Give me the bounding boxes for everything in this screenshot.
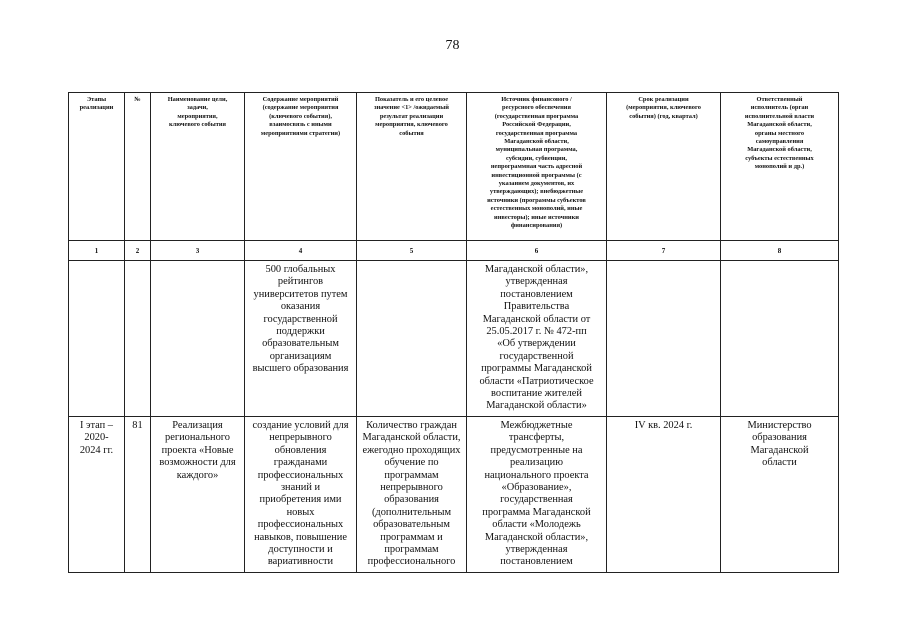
- header-goal-name: Наименование цели, задачи, мероприятия, ключевого события: [151, 93, 245, 241]
- header-deadline: Срок реализации (мероприятия, ключевого события) (год, квартал): [607, 93, 721, 241]
- cell-responsible: [721, 261, 839, 417]
- column-number: 1: [69, 241, 125, 261]
- header-indicator: Показатель и его целевое значение <1> /ожидаемый результат реализации мероприятия, ключевого события: [357, 93, 467, 241]
- column-number: 2: [125, 241, 151, 261]
- cell-number: 81: [125, 416, 151, 572]
- header-row: [69, 93, 839, 241]
- strategy-table: [68, 92, 839, 573]
- cell-responsible: Министерство образования Магаданской области: [721, 416, 839, 572]
- cell-stage: I этап – 2020- 2024 гг.: [69, 416, 125, 572]
- cell-goal-name: [151, 261, 245, 417]
- column-number: 6: [467, 241, 607, 261]
- cell-indicator: Количество граждан Магаданской области, ежегодно проходящих обучение по программам непрерывного образования (дополнительным образовательным программам и программам профессионального: [357, 416, 467, 572]
- cell-indicator: [357, 261, 467, 417]
- column-number: 3: [151, 241, 245, 261]
- cell-stage: [69, 261, 125, 417]
- cell-content: создание условий для непрерывного обновления гражданами профессиональных знаний и приобретения ими новых профессиональных навыков, повышение доступности и вариативности: [245, 416, 357, 572]
- cell-deadline: [607, 261, 721, 417]
- cell-number: [125, 261, 151, 417]
- header-stages: Этапы реализации: [69, 93, 125, 241]
- header-content: Содержание мероприятий (содержание мероприятия (ключевого события), взаимосвязь с иными мероприятиями стратегии): [245, 93, 357, 241]
- header-funding-source: Источник финансового / ресурсного обеспечения (государственная программа Российской Федерации, государственная программа Магаданской области, муниципальная программа, субсидии, субвенции, непрограммная часть адресной инвестиционной программы (с указанием документов, их утверждающих); внебюджетные источники (программы субъектов естественных монополий, иные инвесторы); иные источники финансирования): [467, 93, 607, 241]
- cell-funding-source: Магаданской области», утвержденная постановлением Правительства Магаданской области от 25.05.2017 г. № 472-пп «Об утверждении государственной программы Магаданской области «Патриотическое воспитание жителей Магаданской области»: [467, 261, 607, 417]
- column-number: 5: [357, 241, 467, 261]
- cell-deadline: IV кв. 2024 г.: [607, 416, 721, 572]
- cell-content: 500 глобальных рейтингов университетов путем оказания государственной поддержки образовательным организациям высшего образования: [245, 261, 357, 417]
- column-number-row: [69, 241, 839, 261]
- column-number: 7: [607, 241, 721, 261]
- page-number: 78: [445, 38, 460, 53]
- cell-goal-name: Реализация регионального проекта «Новые возможности для каждого»: [151, 416, 245, 572]
- table-row-continued: [69, 261, 839, 417]
- column-number: 4: [245, 241, 357, 261]
- column-number: 8: [721, 241, 839, 261]
- table-row-81: [69, 416, 839, 572]
- cell-funding-source: Межбюджетные трансферты, предусмотренные на реализацию национального проекта «Образование», государственная программа Магаданской области «Молодежь Магаданской области», утвержденная постановлением: [467, 416, 607, 572]
- header-responsible: Ответственный исполнитель (орган исполнительной власти Магаданской области, органы местного самоуправления Магаданской области, субъекты естественных монополий и др.): [721, 93, 839, 241]
- header-number: №: [125, 93, 151, 241]
